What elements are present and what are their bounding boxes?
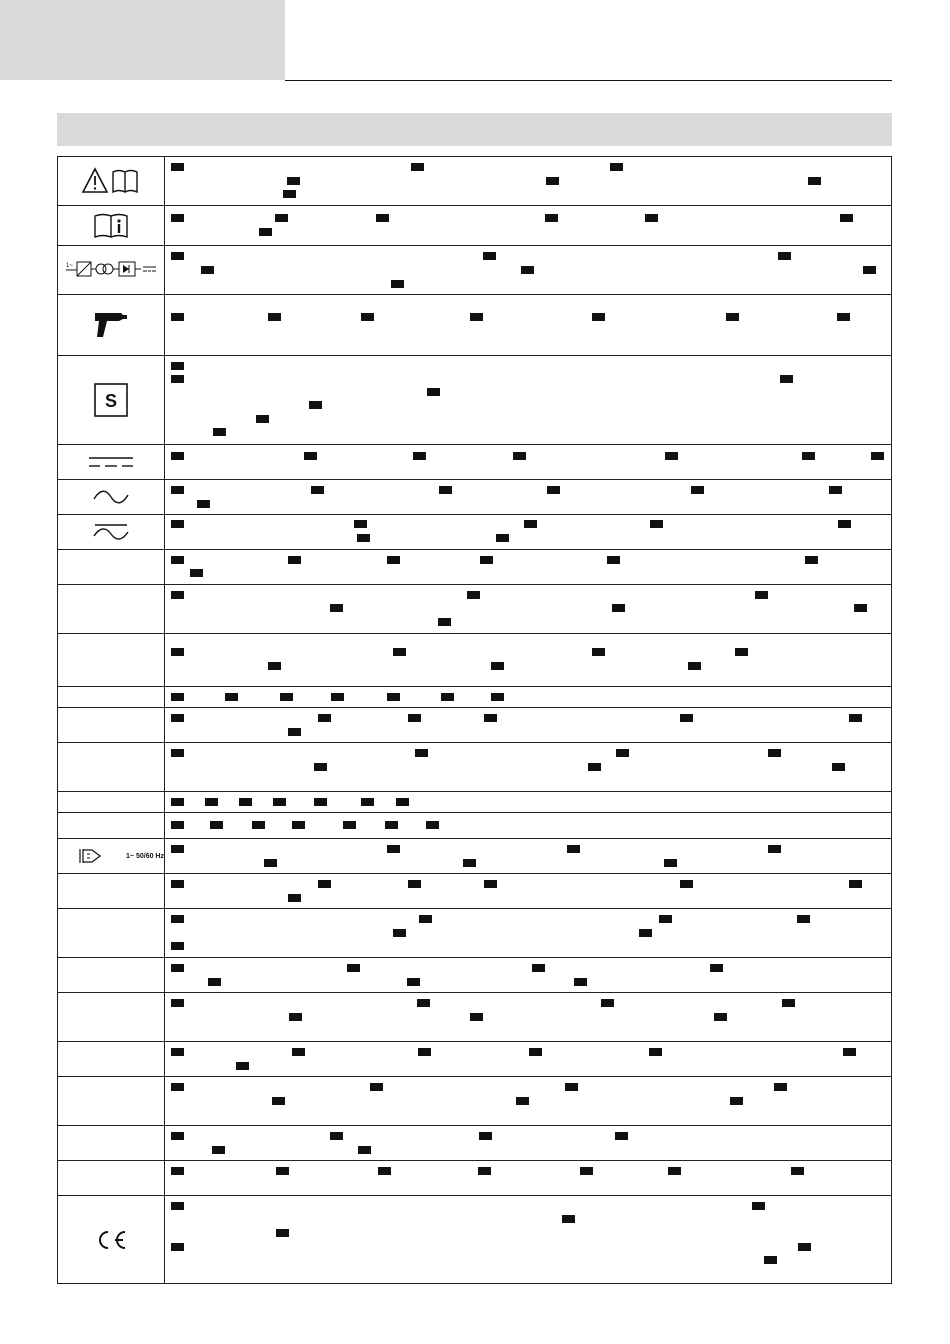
redaction-block (283, 190, 296, 198)
redaction-block (236, 1062, 249, 1070)
redaction-block (802, 452, 815, 460)
symbol-cell (58, 813, 165, 839)
text-cell (165, 1042, 892, 1077)
redaction-block (645, 214, 658, 222)
header-gray-block (0, 0, 285, 80)
redaction-block (171, 1167, 184, 1175)
text-cell (165, 206, 892, 246)
redaction-block (264, 859, 277, 867)
redaction-block (171, 214, 184, 222)
redaction-block (419, 915, 432, 923)
redaction-block (496, 534, 509, 542)
redaction-block (601, 999, 614, 1007)
redaction-block (726, 313, 739, 321)
redaction-block (171, 1083, 184, 1091)
section-title-bar (57, 113, 892, 146)
redaction-block (205, 798, 218, 806)
redaction-block (483, 252, 496, 260)
redaction-block (272, 1097, 285, 1105)
redaction-block (871, 452, 884, 460)
redaction-block (426, 821, 439, 829)
redaction-block (361, 798, 374, 806)
symbol-cell (58, 356, 165, 445)
redaction-block (171, 486, 184, 494)
redaction-block (171, 1243, 184, 1251)
redaction-block (171, 999, 184, 1007)
table-row (58, 295, 892, 356)
text-cell (165, 445, 892, 480)
redaction-block (289, 1013, 302, 1021)
symbol-cell (58, 206, 165, 246)
redaction-block (171, 964, 184, 972)
redaction-block (292, 1048, 305, 1056)
symbol-cell (58, 445, 165, 480)
redaction-block (478, 1167, 491, 1175)
symbol-cell (58, 585, 165, 634)
text-cell (165, 1196, 892, 1284)
redaction-block (396, 798, 409, 806)
redaction-block (532, 964, 545, 972)
redaction-block (239, 798, 252, 806)
redaction-block (370, 1083, 383, 1091)
redaction-block (665, 452, 678, 460)
redaction-block (470, 313, 483, 321)
table-row (58, 792, 892, 813)
redaction-block (714, 1013, 727, 1021)
table-row (58, 1126, 892, 1161)
redaction-block (808, 177, 821, 185)
redaction-block (171, 1132, 184, 1140)
table-row (58, 157, 892, 206)
redaction-block (680, 714, 693, 722)
text-cell (165, 1161, 892, 1196)
redaction-block (730, 1097, 743, 1105)
redaction-block (287, 177, 300, 185)
table-row (58, 356, 892, 445)
redaction-block (838, 520, 851, 528)
ac-double-icon (91, 521, 131, 543)
symbol-cell (58, 480, 165, 515)
redaction-block (256, 415, 269, 423)
redaction-block (752, 1202, 765, 1210)
table-row (58, 206, 892, 246)
redaction-block (607, 556, 620, 564)
redaction-block (863, 266, 876, 274)
text-cell (165, 356, 892, 445)
text-cell (165, 480, 892, 515)
redaction-block (288, 728, 301, 736)
redaction-block (408, 714, 421, 722)
redaction-block (616, 749, 629, 757)
redaction-block (529, 1048, 542, 1056)
redaction-block (190, 569, 203, 577)
redaction-block (225, 693, 238, 701)
redaction-block (649, 1048, 662, 1056)
redaction-block (354, 520, 367, 528)
redaction-block (782, 999, 795, 1007)
redaction-block (171, 362, 184, 370)
redaction-block (516, 1097, 529, 1105)
symbol-cell (58, 687, 165, 708)
table-row (58, 585, 892, 634)
text-cell (165, 246, 892, 295)
redaction-block (171, 591, 184, 599)
table-row (58, 445, 892, 480)
redaction-block (171, 714, 184, 722)
text-cell (165, 813, 892, 839)
svg-text:S: S (104, 391, 118, 411)
redaction-block (387, 845, 400, 853)
redaction-block (592, 648, 605, 656)
redaction-block (171, 520, 184, 528)
redaction-block (438, 618, 451, 626)
redaction-block (171, 915, 184, 923)
redaction-block (650, 520, 663, 528)
redaction-block (331, 693, 344, 701)
text-cell (165, 743, 892, 792)
redaction-block (768, 845, 781, 853)
redaction-block (343, 821, 356, 829)
symbol-cell (58, 634, 165, 687)
table-row (58, 246, 892, 295)
redaction-block (314, 763, 327, 771)
table-row (58, 1196, 892, 1284)
redaction-block (378, 1167, 391, 1175)
symbol-cell (58, 839, 165, 874)
redaction-block (610, 163, 623, 171)
redaction-block (385, 821, 398, 829)
redaction-block (774, 1083, 787, 1091)
redaction-block (441, 693, 454, 701)
symbol-cell (58, 743, 165, 792)
table-row (58, 743, 892, 792)
redaction-block (171, 556, 184, 564)
table-row (58, 958, 892, 993)
redaction-block (480, 556, 493, 564)
table-row (58, 480, 892, 515)
text-cell (165, 585, 892, 634)
symbol-cell (58, 157, 165, 206)
redaction-block (664, 859, 677, 867)
redaction-block (252, 821, 265, 829)
redaction-block (393, 648, 406, 656)
manual-info-icon (91, 212, 131, 240)
redaction-block (171, 252, 184, 260)
redaction-block (592, 313, 605, 321)
redaction-block (259, 228, 272, 236)
redaction-block (479, 1132, 492, 1140)
redaction-block (275, 214, 288, 222)
redaction-block (376, 214, 389, 222)
redaction-block (755, 591, 768, 599)
redaction-block (212, 1146, 225, 1154)
redaction-block (780, 375, 793, 383)
redaction-block (415, 749, 428, 757)
text-cell (165, 295, 892, 356)
redaction-block (710, 964, 723, 972)
table-row (58, 874, 892, 909)
redaction-block (513, 452, 526, 460)
redaction-block (840, 214, 853, 222)
redaction-block (268, 662, 281, 670)
text-cell (165, 839, 892, 874)
redaction-block (197, 500, 210, 508)
symbol-cell (58, 1077, 165, 1126)
redaction-block (413, 452, 426, 460)
redaction-block (357, 534, 370, 542)
redaction-block (213, 428, 226, 436)
redaction-block (854, 604, 867, 612)
redaction-block (837, 313, 850, 321)
redaction-block (358, 1146, 371, 1154)
redaction-block (171, 375, 184, 383)
redaction-block (314, 798, 327, 806)
redaction-block (735, 648, 748, 656)
redaction-block (659, 915, 672, 923)
redaction-block (171, 313, 184, 321)
redaction-block (639, 929, 652, 937)
text-cell (165, 515, 892, 550)
redaction-block (387, 693, 400, 701)
redaction-block (567, 845, 580, 853)
text-cell (165, 1126, 892, 1161)
redaction-block (393, 929, 406, 937)
redaction-block (311, 486, 324, 494)
table-row (58, 687, 892, 708)
table-row (58, 993, 892, 1042)
redaction-block (491, 662, 504, 670)
redaction-block (524, 520, 537, 528)
redaction-block (268, 313, 281, 321)
redaction-block (562, 1215, 575, 1223)
table-row (58, 1161, 892, 1196)
table-row (58, 1042, 892, 1077)
redaction-block (565, 1083, 578, 1091)
ac-current-icon (91, 487, 131, 507)
ce-mark-icon (93, 1228, 129, 1252)
redaction-block (407, 978, 420, 986)
redaction-block (688, 662, 701, 670)
symbol-cell (58, 1196, 165, 1284)
redaction-block (171, 749, 184, 757)
redaction-block (273, 798, 286, 806)
redaction-block (171, 1202, 184, 1210)
symbol-cell (58, 550, 165, 585)
redaction-block (171, 1048, 184, 1056)
redaction-block (171, 942, 184, 950)
redaction-block (547, 486, 560, 494)
redaction-block (292, 821, 305, 829)
redaction-block (418, 1048, 431, 1056)
redaction-block (463, 859, 476, 867)
s-mark-icon (93, 382, 129, 418)
text-cell (165, 909, 892, 958)
redaction-block (276, 1229, 289, 1237)
redaction-block (276, 1167, 289, 1175)
redaction-block (439, 486, 452, 494)
redaction-block (171, 452, 184, 460)
symbol-cell (58, 1042, 165, 1077)
redaction-block (843, 1048, 856, 1056)
redaction-block (171, 798, 184, 806)
warning-manual-icon (81, 166, 141, 196)
redaction-block (680, 880, 693, 888)
redaction-block (521, 266, 534, 274)
symbol-cell (58, 874, 165, 909)
redaction-block (467, 591, 480, 599)
symbol-cell (58, 958, 165, 993)
table-row (58, 708, 892, 743)
redaction-block (347, 964, 360, 972)
symbol-cell (58, 295, 165, 356)
redaction-block (171, 163, 184, 171)
symbol-cell (58, 1126, 165, 1161)
redaction-block (171, 845, 184, 853)
redaction-block (330, 1132, 343, 1140)
redaction-block (171, 880, 184, 888)
redaction-block (764, 1256, 777, 1264)
redaction-block (768, 749, 781, 757)
redaction-block (309, 401, 322, 409)
inverter-diagram-icon (63, 258, 159, 282)
symbol-cell (58, 909, 165, 958)
redaction-block (171, 693, 184, 701)
redaction-block (832, 763, 845, 771)
table-row (58, 550, 892, 585)
redaction-block (330, 604, 343, 612)
text-cell (165, 687, 892, 708)
redaction-block (318, 880, 331, 888)
redaction-block (171, 648, 184, 656)
redaction-block (318, 714, 331, 722)
redaction-block (574, 978, 587, 986)
symbol-cell (58, 246, 165, 295)
redaction-block (391, 280, 404, 288)
redaction-block (791, 1167, 804, 1175)
redaction-block (171, 821, 184, 829)
mains-plug-icon (78, 847, 104, 865)
redaction-block (304, 452, 317, 460)
redaction-block (201, 266, 214, 274)
text-cell (165, 792, 892, 813)
redaction-block (580, 1167, 593, 1175)
table-row (58, 634, 892, 687)
symbol-cell (58, 792, 165, 813)
symbol-cell (58, 515, 165, 550)
mains-plug-group (58, 847, 164, 865)
redaction-block (849, 714, 862, 722)
text-cell (165, 1077, 892, 1126)
svg-text:1~: 1~ (66, 263, 73, 269)
table-row (58, 839, 892, 874)
redaction-block (280, 693, 293, 701)
symbol-table (57, 156, 892, 1284)
text-cell (165, 993, 892, 1042)
redaction-block (805, 556, 818, 564)
symbol-cell (58, 1161, 165, 1196)
redaction-block (849, 880, 862, 888)
text-cell (165, 157, 892, 206)
redaction-block (288, 556, 301, 564)
redaction-block (545, 214, 558, 222)
dc-current-icon (86, 452, 136, 472)
symbol-cell (58, 993, 165, 1042)
redaction-block (411, 163, 424, 171)
table-row (58, 1077, 892, 1126)
redaction-block (668, 1167, 681, 1175)
header-rule (285, 80, 892, 81)
redaction-block (210, 821, 223, 829)
welding-torch-icon (91, 309, 131, 341)
table-row (58, 515, 892, 550)
text-cell (165, 708, 892, 743)
text-cell (165, 874, 892, 909)
redaction-block (484, 880, 497, 888)
redaction-block (829, 486, 842, 494)
redaction-block (691, 486, 704, 494)
text-cell (165, 958, 892, 993)
redaction-block (408, 880, 421, 888)
redaction-block (798, 1243, 811, 1251)
redaction-block (546, 177, 559, 185)
text-cell (165, 550, 892, 585)
redaction-block (615, 1132, 628, 1140)
redaction-block (208, 978, 221, 986)
redaction-block (361, 313, 374, 321)
table-row (58, 909, 892, 958)
redaction-block (417, 999, 430, 1007)
redaction-block (588, 763, 601, 771)
redaction-block (484, 714, 497, 722)
text-cell (165, 634, 892, 687)
redaction-block (612, 604, 625, 612)
redaction-block (427, 388, 440, 396)
redaction-block (288, 894, 301, 902)
redaction-block (797, 915, 810, 923)
redaction-block (778, 252, 791, 260)
redaction-block (470, 1013, 483, 1021)
mains-supply-label: 1~ 50/60 Hz (126, 852, 164, 860)
redaction-block (491, 693, 504, 701)
table-row (58, 813, 892, 839)
redaction-block (387, 556, 400, 564)
symbol-cell (58, 708, 165, 743)
